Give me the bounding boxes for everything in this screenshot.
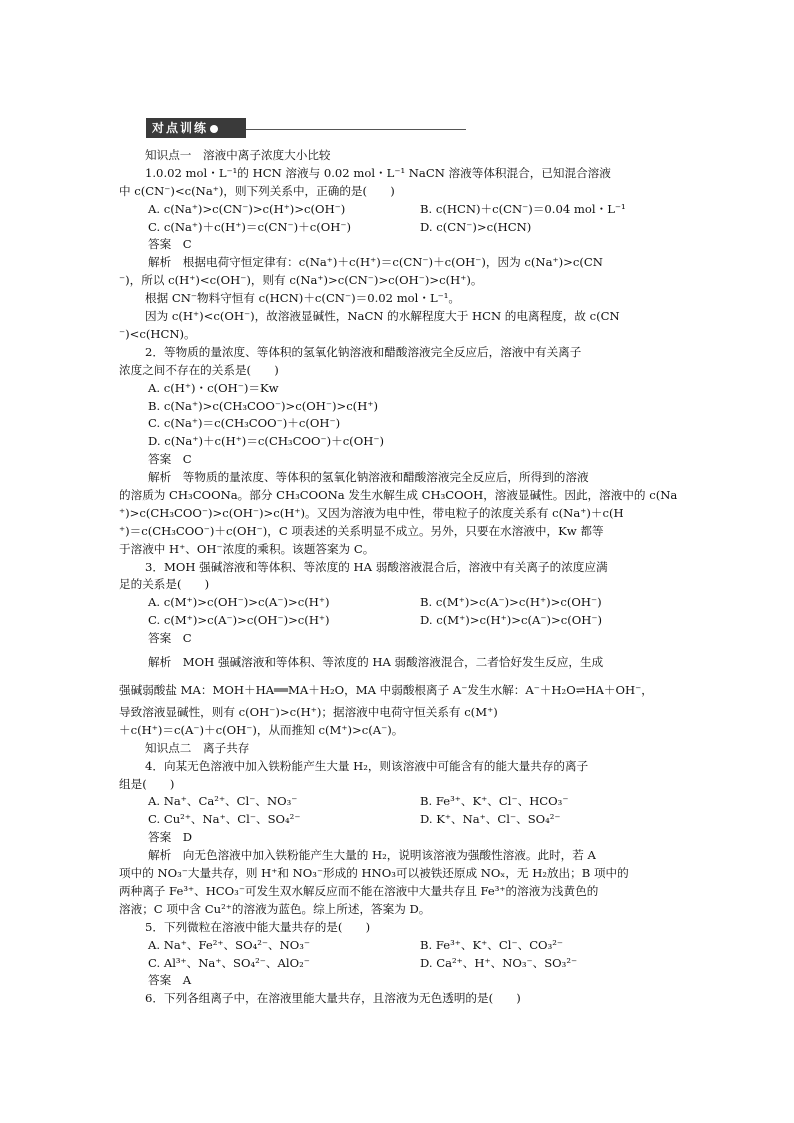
explanation: 解析 等物质的量浓度、等体积的氢氧化钠溶液和醋酸溶液完全反应后，所得到的溶液 <box>148 470 589 485</box>
question-4-text: 4．向某无色溶液中加入铁粉能产生大量 H₂，则该溶液中可能含有的能大量共存的离子 <box>145 758 589 773</box>
option-d: D. K⁺、Na⁺、Cl⁻、SO₄²⁻ <box>420 812 561 827</box>
option-a: A. c(Na⁺)>c(CN⁻)>c(H⁺)>c(OH⁻) <box>148 201 346 216</box>
option-a: A. c(M⁺)>c(OH⁻)>c(A⁻)>c(H⁺) <box>148 595 330 610</box>
option-d: D. c(CN⁻)>c(HCN) <box>420 219 532 234</box>
explanation: ＋c(H⁺)＝c(A⁻)＋c(OH⁻)，从而推知 c(M⁺)>c(A⁻)。 <box>119 722 404 737</box>
option-c: C. c(Na⁺)＋c(H⁺)＝c(CN⁻)＋c(OH⁻) <box>148 219 352 234</box>
answer: 答案 C <box>148 237 192 252</box>
option-b: B. c(Na⁺)>c(CH₃COO⁻)>c(OH⁻)>c(H⁺) <box>148 398 378 413</box>
explanation: 项中的 NO₃⁻大量共存，则 H⁺和 NO₃⁻形成的 HNO₃可以被铁还原成 NOₓ，无 H₂放出；B 项中的 <box>119 866 629 881</box>
explanation: ⁻)<c(HCN)。 <box>119 326 196 341</box>
answer: 答案 C <box>148 452 192 467</box>
question-3-text: 足的关系是( ) <box>119 577 210 592</box>
question-2-text: 浓度之间不存在的关系是( ) <box>119 362 279 377</box>
answer: 答案 A <box>148 973 192 988</box>
option-b: B. Fe³⁺、K⁺、Cl⁻、CO₃²⁻ <box>420 937 563 952</box>
option-d: D. c(M⁺)>c(H⁺)>c(A⁻)>c(OH⁻) <box>420 613 603 628</box>
explanation: 两种离子 Fe³⁺、HCO₃⁻可发生双水解反应而不能在溶液中大量共存且 Fe³⁺的溶液为浅黄色的 <box>119 883 599 898</box>
explanation: 导致溶液显碱性，则有 c(OH⁻)>c(H⁺)；据溶液中电荷守恒关系有 c(M⁺) <box>119 705 498 719</box>
section-header <box>146 118 466 140</box>
explanation: 解析 向无色溶液中加入铁粉能产生大量的 H₂，说明该溶液为强酸性溶液。此时，若 A <box>148 848 596 863</box>
question-4-text: 组是( ) <box>119 776 175 791</box>
explanation: ⁻)，所以 c(H⁺)<c(OH⁻)，则有 c(Na⁺)>c(CN⁻)>c(OH⁻)>c(H⁺)。 <box>119 273 483 288</box>
option-c: C. c(M⁺)>c(A⁻)>c(OH⁻)>c(H⁺) <box>148 613 330 628</box>
question-1-text: 中 c(CN⁻)<c(Na⁺)，则下列关系中，正确的是( ) <box>119 183 395 198</box>
header-rule <box>246 129 466 130</box>
question-4-options <box>119 793 679 811</box>
option-b: B. c(M⁺)>c(A⁻)>c(H⁺)>c(OH⁻) <box>420 595 602 610</box>
question-5-options <box>119 955 679 973</box>
explanation: ⁺)＝c(CH₃COO⁻)＋c(OH⁻)，C 项表述的关系明显不成立。另外，只要在水溶液中，Kw 都等 <box>119 523 604 538</box>
answer: 答案 D <box>148 830 193 845</box>
explanation: 溶液；C 项中含 Cu²⁺的溶液为蓝色。综上所述，答案为 D。 <box>119 901 431 916</box>
option-a: A. c(H⁺)・c(OH⁻)＝Kw <box>148 380 279 395</box>
section-title: 知识点一 溶液中离子浓度大小比较 <box>145 148 331 162</box>
section-title: 知识点二 离子共存 <box>145 740 250 755</box>
document-body <box>119 147 679 1008</box>
question-2-text: 2．等物质的量浓度、等体积的氢氧化钠溶液和醋酸溶液完全反应后，溶液中有关离子 <box>145 344 582 359</box>
explanation: 解析 根据电荷守恒定律有：c(Na⁺)＋c(H⁺)＝c(CN⁻)＋c(OH⁻)，因为 c(Na⁺)>c(CN <box>148 255 603 270</box>
explanation: 解析 MOH 强碱溶液和等体积、等浓度的 HA 弱酸溶液混合，二者恰好发生反应，生成 <box>148 655 604 669</box>
question-1-options <box>119 219 679 237</box>
explanation: 强碱弱酸盐 MA：MOH＋HA══MA＋H₂O，MA 中弱酸根离子 A⁻发生水解：A⁻＋H₂O⇌HA＋OH⁻， <box>119 683 653 697</box>
option-c: C. Al³⁺、Na⁺、SO₄²⁻、AlO₂⁻ <box>148 955 310 970</box>
bullet-dot-icon <box>210 125 218 133</box>
explanation: ⁺)>c(CH₃COO⁻)>c(OH⁻)>c(H⁺)。又因为溶液为电中性，带电粒子的浓度关系有 c(Na⁺)＋c(H <box>119 505 624 520</box>
option-c: C. c(Na⁺)＝c(CH₃COO⁻)＋c(OH⁻) <box>148 416 341 431</box>
question-5-options <box>119 937 679 955</box>
explanation: 因为 c(H⁺)<c(OH⁻)，故溶液显碱性，NaCN 的水解程度大于 HCN 的电离程度，故 c(CN <box>145 309 620 324</box>
explanation: 根据 CN⁻物料守恒有 c(HCN)＋c(CN⁻)＝0.02 mol・L⁻¹。 <box>145 291 461 306</box>
option-a: A. Na⁺、Ca²⁺、Cl⁻、NO₃⁻ <box>148 794 298 809</box>
question-3-options <box>119 612 679 630</box>
option-b: B. c(HCN)＋c(CN⁻)＝0.04 mol・L⁻¹ <box>420 201 626 216</box>
option-b: B. Fe³⁺、K⁺、Cl⁻、HCO₃⁻ <box>420 794 569 809</box>
option-a: A. Na⁺、Fe²⁺、SO₄²⁻、NO₃⁻ <box>148 937 311 952</box>
question-1-options <box>119 201 679 219</box>
question-1-text: 1.0.02 mol・L⁻¹的 HCN 溶液与 0.02 mol・L⁻¹ NaCN 溶液等体积混合，已知混合溶液 <box>145 165 611 180</box>
question-5-text: 5．下列微粒在溶液中能大量共存的是( ) <box>145 919 371 934</box>
answer: 答案 C <box>148 631 192 646</box>
section-header-label: 对点训练 <box>146 118 246 138</box>
question-3-text: 3．MOH 强碱溶液和等体积、等浓度的 HA 弱酸溶液混合后，溶液中有关离子的浓度应满 <box>145 559 608 574</box>
option-c: C. Cu²⁺、Na⁺、Cl⁻、SO₄²⁻ <box>148 812 301 827</box>
explanation: 的溶质为 CH₃COONa。部分 CH₃COONa 发生水解生成 CH₃COOH，溶液显碱性。因此，溶液中的 c(Na <box>119 487 678 502</box>
explanation: 于溶液中 H⁺、OH⁻浓度的乘积。该题答案为 C。 <box>119 541 375 556</box>
question-3-options <box>119 594 679 612</box>
question-6-text: 6．下列各组离子中，在溶液里能大量共存，且溶液为无色透明的是( ) <box>145 991 521 1006</box>
option-d: D. c(Na⁺)＋c(H⁺)＝c(CH₃COO⁻)＋c(OH⁻) <box>148 434 384 449</box>
option-d: D. Ca²⁺、H⁺、NO₃⁻、SO₃²⁻ <box>420 955 578 970</box>
question-4-options <box>119 811 679 829</box>
